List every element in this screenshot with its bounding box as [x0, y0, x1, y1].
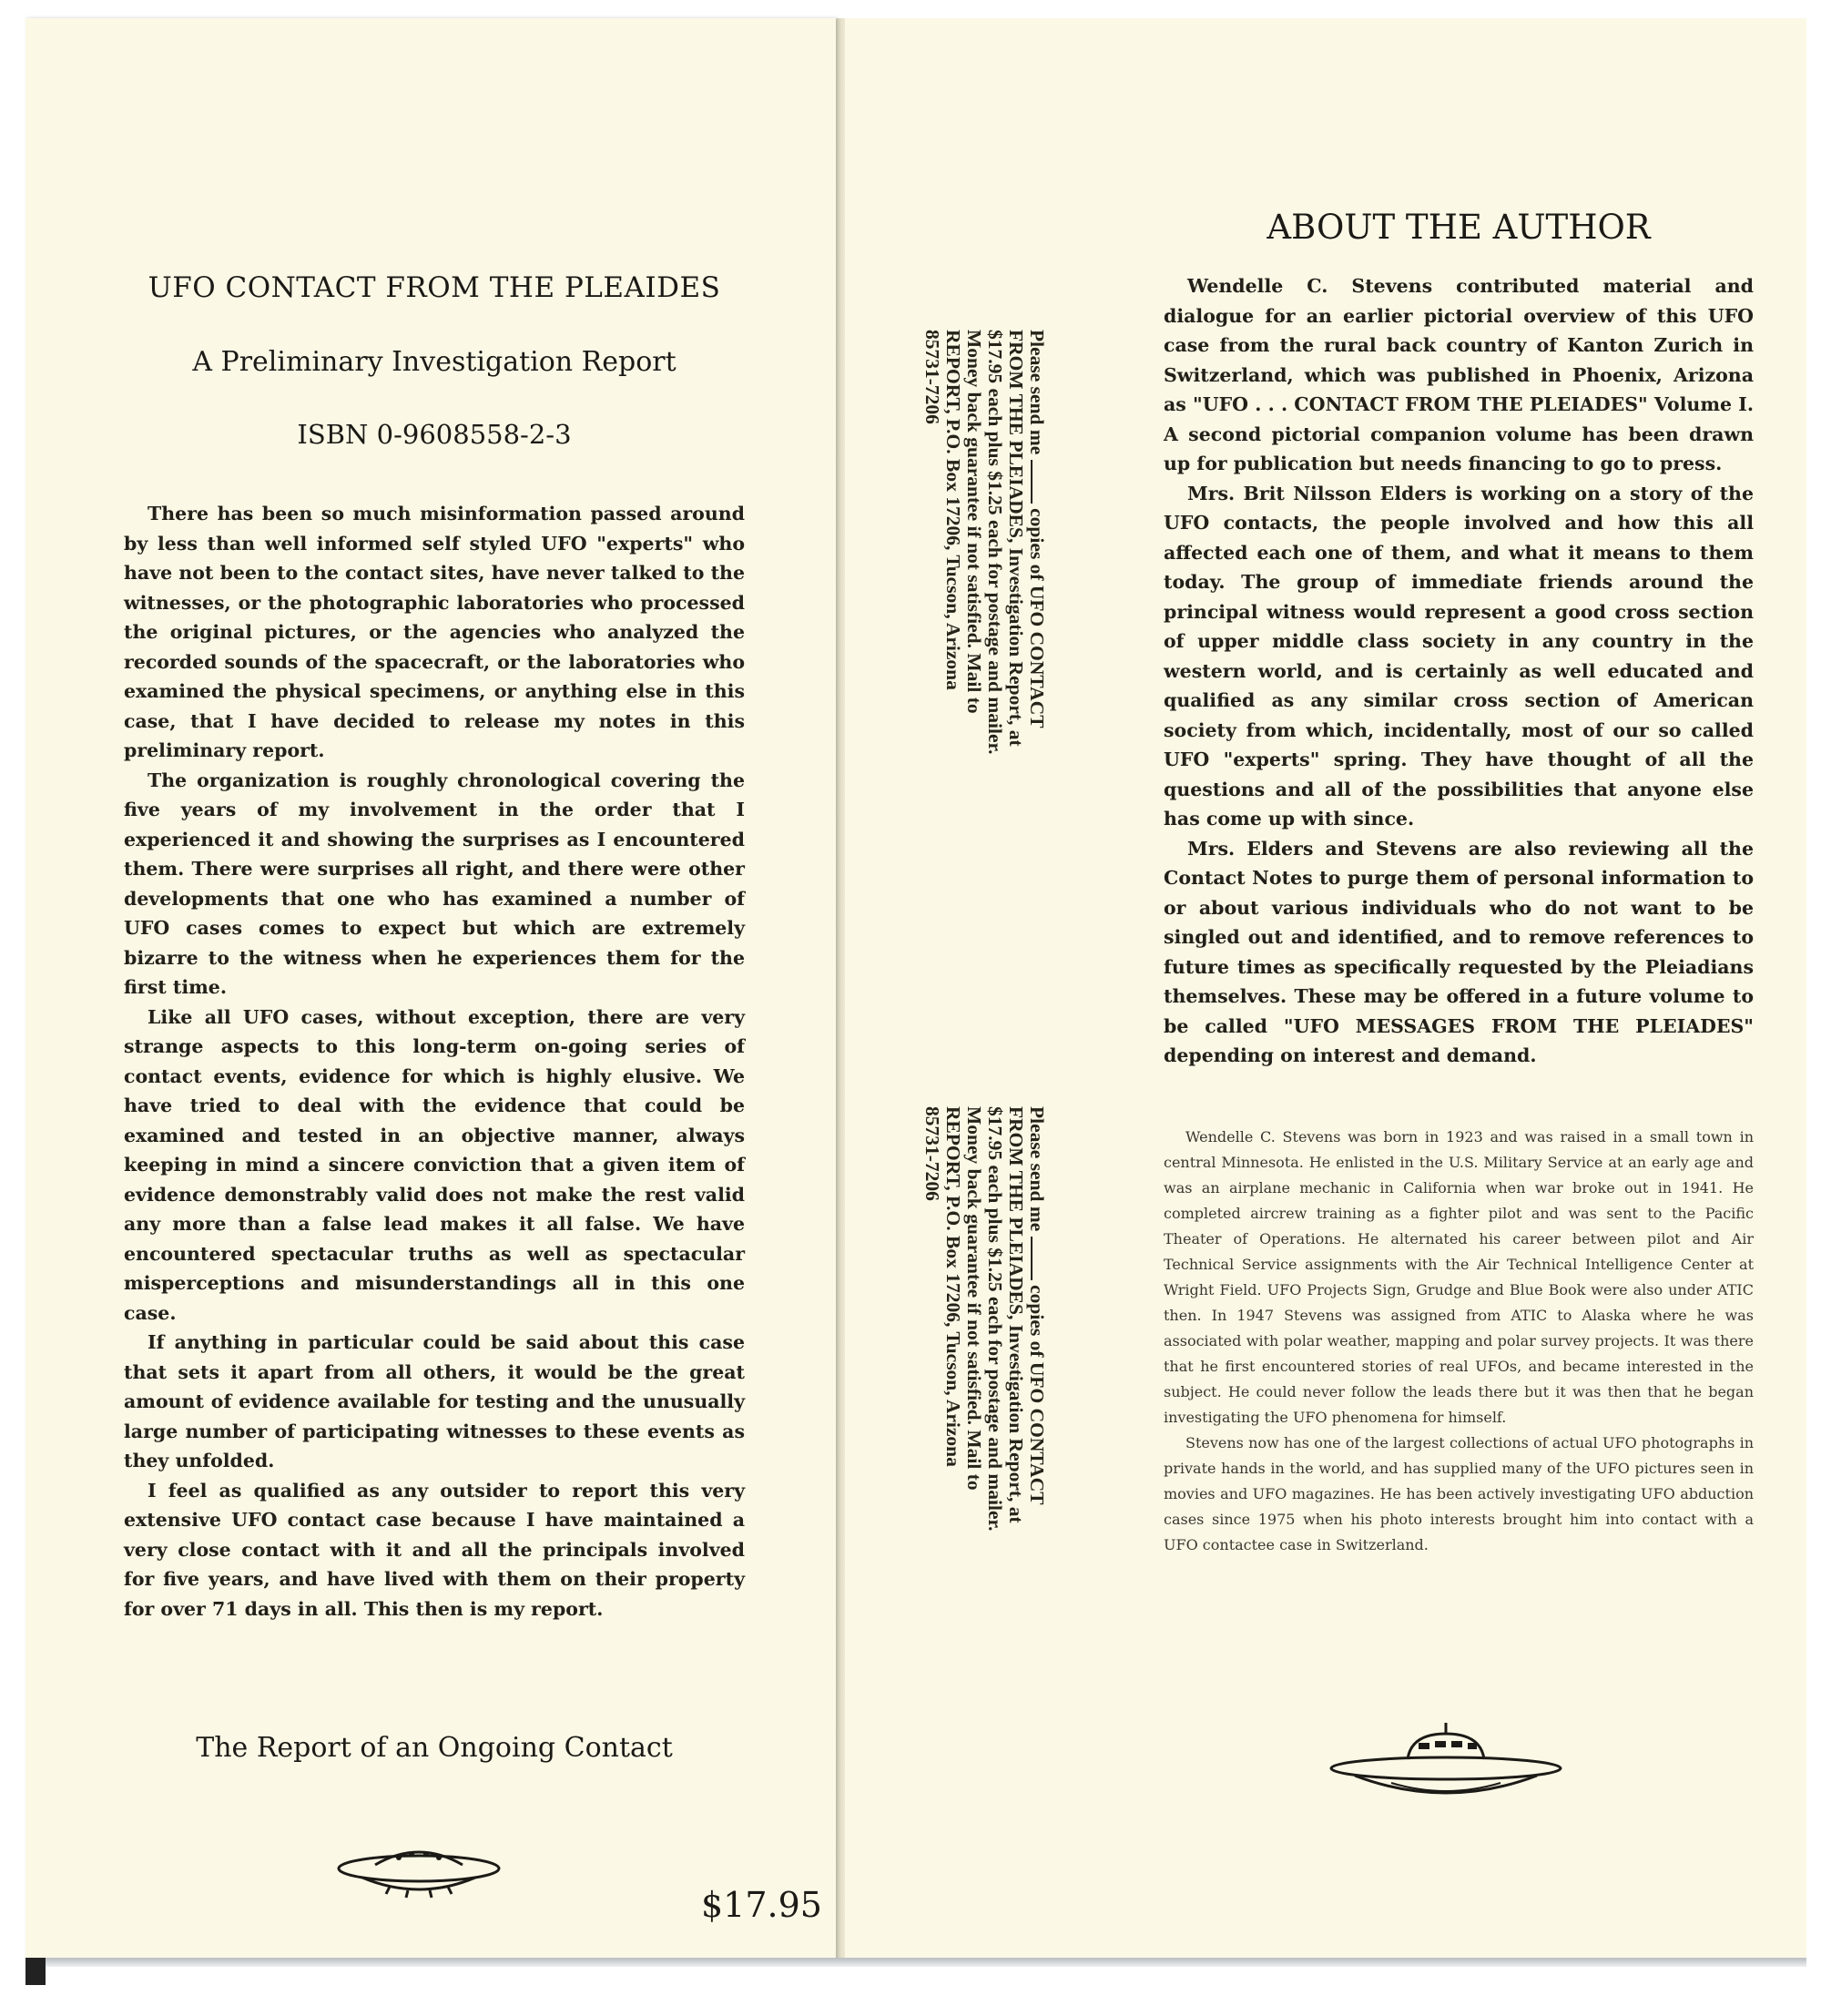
about-author-text: [1164, 271, 1754, 1071]
order-form-text: Please send me: [1026, 1106, 1048, 1232]
order-form-text: FROM THE PLEIADES, Investigation Report, at: [1005, 330, 1027, 747]
order-form-text: Money back guarantee if not satisfied. Mail to: [963, 1106, 985, 1491]
book-subtitle: A Preliminary Investigation Report: [192, 346, 677, 378]
book-title: UFO CONTACT FROM THE PLEAIDES: [148, 271, 721, 304]
order-form-text: REPORT, P.O. Box 17206, Tucson, Arizona: [942, 1106, 964, 1467]
about-paragraph: Mrs. Elders and Stevens are also reviewing all the Contact Notes to purge them of personal information to or about various individuals who do not want to be singled out and identified, and to remove references to future times as specifically requested by the Pleiadians themselves. These may be offered in a future volume to be called "UFO MESSAGES FROM THE PLEIADES" depending on interest and demand.: [1164, 837, 1754, 1066]
order-form-text: copies of UFO CONTACT: [1026, 1285, 1048, 1505]
description-paragraph: There has been so much misinformation passed around by less than well informed self styled UFO "experts" who have not been to the contact sites, have never talked to the witnesses, or the photographic laboratories who processed the original pictures, or the agencies who analyzed the recorded sounds of the spacecraft, or the laboratories who examined the physical specimens, or anything else in this case, that I have decided to release my notes in this preliminary report.: [124, 503, 745, 761]
description-paragraph: If anything in particular could be said about this case that sets it apart from all others, it would be the great amount of evidence available for testing and the unusually large number of participating witnesses to these events as they unfolded.: [124, 1331, 745, 1471]
order-form-text: 85731-7206: [921, 330, 943, 424]
order-form-text: copies of UFO CONTACT: [1026, 508, 1048, 728]
order-form-text: FROM THE PLEIADES, Investigation Report, at: [1005, 1106, 1027, 1523]
description-paragraph: I feel as qualified as any outsider to report this very extensive UFO contact case because I have maintained a very close contact with it and all the principals involved for five years, and have lived with them on their property for over 71 days in all. This then is my report.: [124, 1479, 745, 1620]
order-form-text: $17.95 each plus $1.25 each for postage and mailer.: [984, 330, 1006, 755]
flying-saucer-icon: [335, 1838, 503, 1909]
about-paragraph: Wendelle C. Stevens contributed material and dialogue for an earlier pictorial overview of this UFO case from the rural back country of Kanton Zurich in Switzerland, which was published in Phoenix, Arizona as "UFO . . . CONTACT FROM THE PLEIADES" Volume I. A second pictorial companion volume has been drawn up for publication but needs financing to go to press.: [1164, 275, 1754, 474]
description-paragraph: The organization is roughly chronological covering the five years of my involvement in the order that I experienced it and showing the surprises as I encountered them. There were surprises all right, and there were other developments that one who has examined a number of UFO cases comes to expect but which are extremely bizarre to the witness when he experiences them for the first time.: [124, 769, 745, 998]
order-form-text: Please send me: [1026, 330, 1048, 455]
bio-paragraph: Stevens now has one of the largest collections of actual UFO photographs in private hands in the world, and has supplied many of the UFO pictures seen in movies and UFO magazines. He has been actively investigating UFO abduction cases since 1975 when his photo interests brought him into contact with a UFO contactee case in Switzerland.: [1164, 1434, 1754, 1553]
about-author-heading: ABOUT THE AUTHOR: [1267, 208, 1651, 247]
about-paragraph: Mrs. Brit Nilsson Elders is working on a story of the UFO contacts, the people involved and how this all affected each one of them, and what it means to them today. The group of immediate friends around the principal witness would represent a good cross section of upper middle class society in any country in the western world, and is certainly as well educated and qualified as any similar cross section of American society from which, incidentally, most of our so called UFO "experts" spring. They have thought of all the questions and all of the possibilities that anyone else has come up with since.: [1164, 482, 1754, 830]
quantity-blank: [1031, 460, 1045, 504]
order-form-text: 85731-7206: [921, 1106, 943, 1201]
price: $17.95: [701, 1885, 822, 1925]
description-paragraph: Like all UFO cases, without exception, there are very strange aspects to this long-term on-going series of contact events, evidence for which is highly elusive. We have tried to deal with the evidence that could be examined and tested in an objective manner, always keeping in mind a sincere conviction that a given item of evidence demonstrably valid does not make the rest valid any more than a false lead makes it all false. We have encountered spectacular truths as well as spectacular misperceptions and misunderstandings all in this one case.: [124, 1005, 745, 1324]
about-author-content: [1164, 0, 1754, 1912]
order-form-text: Money back guarantee if not satisfied. Mail to: [963, 330, 985, 714]
back-cover-content: [124, 18, 745, 1961]
page-bottom-edge: [25, 1958, 1806, 1967]
description-text: [124, 499, 745, 1624]
order-form: [921, 330, 1047, 840]
bio-paragraph: Wendelle C. Stevens was born in 1923 and was raised in a small town in central Minnesota. He enlisted in the U.S. Military Service at an early age and was an airplane mechanic in California when war broke out in 1941. He completed aircrew training as a fighter pilot and was sent to the Pacific Theater of Operations. He alternated his career between pilot and Air Technical Service assignments with the Air Technical Intelligence Center at Wright Field. UFO Projects Sign, Grudge and Blue Book were also under ATIC then. In 1947 Stevens was assigned from ATIC to Alaska where he was associated with polar weather, mapping and polar survey projects. It was there that he first encountered stories of real UFOs, and became interested in the subject. He could never follow the leads there but it was then that he began investigating the UFO phenomena for himself.: [1164, 1128, 1754, 1426]
isbn: ISBN 0-9608558-2-3: [297, 419, 572, 450]
corner-mark: [25, 1958, 46, 1985]
quantity-blank: [1031, 1237, 1045, 1280]
order-form-text: $17.95 each plus $1.25 each for postage and mailer.: [984, 1106, 1006, 1532]
author-bio: [1164, 1125, 1754, 1558]
back-cover-panel: [25, 18, 836, 1961]
tagline: The Report of an Ongoing Contact: [196, 1732, 673, 1764]
order-form-text: REPORT, P.O. Box 17206, Tucson, Arizona: [942, 330, 964, 690]
order-form: [921, 1106, 1047, 1616]
flying-saucer-icon: [1328, 1719, 1564, 1807]
